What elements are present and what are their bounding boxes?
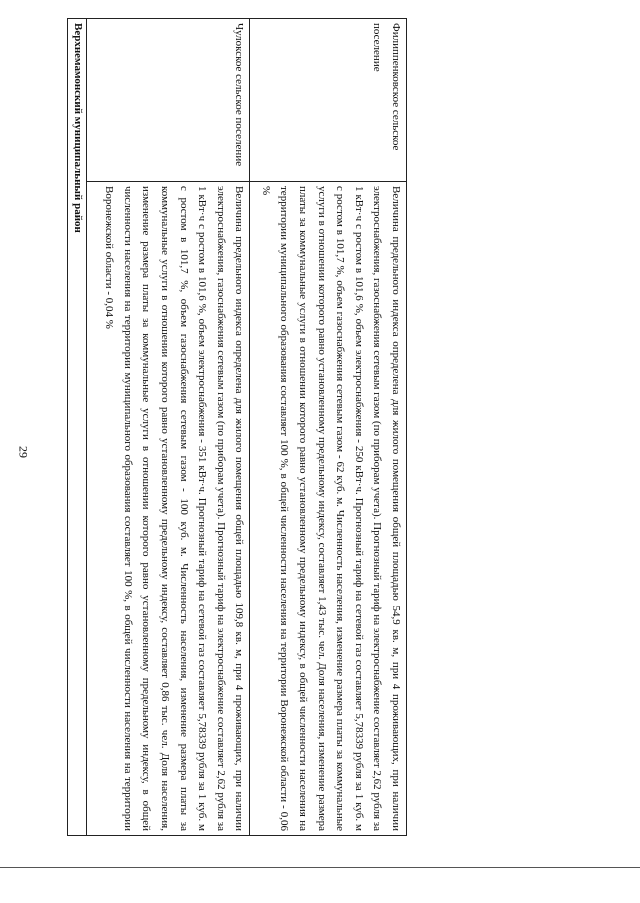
- description-cell: Величина предельного индекса определена для жилого помещения общей площадью 109,8 кв. м, при 4 проживающих, при наличии электроснабжения, газоснабжения сетевым газом (по приборам учета). Прогнозный тариф на электроснабжение составляет 2,62 рубля за 1 кВт·ч с ростом в 101,6 %, объем электроснабжения - 351 кВт·ч. Прогнозный тариф на сетевой газ составляет 5,78339 рубля за 1 куб. м с ростом в 101,7 %, объем газоснабжения сетевым газом - 100 куб. м. Численность населения, изменение размера платы за коммунальные услуги в отношении которого равно установленному предельному индексу, составляет 0,86 тыс. чел. Доля населения, изменение размера платы за коммунальные услуги в отношении которого равно установленному предельному индексу, в общей численности населения на территории муниципального образования составляет 100 %, в общей численности населения на территории Воронежской области - 0,04 %: [86, 182, 250, 836]
- district-header: Верхнемамонский муниципальный район: [68, 19, 87, 836]
- tariff-index-table: [67, 18, 407, 836]
- settlement-name-cell: Филиппенковское сельское поселение: [250, 19, 407, 182]
- bottom-rule: [0, 867, 640, 868]
- district-header-row: [68, 19, 87, 836]
- description-cell: Величина предельного индекса определена для жилого помещения общей площадью 54,9 кв. м, при 4 проживающих, при наличии электроснабжения, газоснабжения сетевым газом (по приборам учета). Прогнозный тариф на электроснабжение составляет 2,62 рубля за 1 кВт·ч с ростом в 101,6 %, объем электроснабжения - 250 кВт·ч. Прогнозный тариф на сетевой газ составляет 5,78339 рубля за 1 куб. м с ростом в 101,7 %, объем газоснабжения сетевым газом - 62 куб. м. Численность населения, изменение размера платы за коммунальные услуги в отношении которого равно установленному предельному индексу, составляет 1,43 тыс. чел. Доля населения, изменение размера платы за коммунальные услуги в отношении которого равно установленному предельному индексу, в общей численности населения на территории муниципального образования составляет 100 %, в общей численности населения на территории Воронежской области - 0,06 %: [250, 182, 407, 836]
- table-row: [250, 19, 407, 836]
- table-row: [86, 19, 250, 836]
- rotated-table-container: [67, 18, 407, 836]
- settlement-name-cell: Чулокское сельское поселение: [86, 19, 250, 182]
- page-number: 29: [16, 446, 31, 458]
